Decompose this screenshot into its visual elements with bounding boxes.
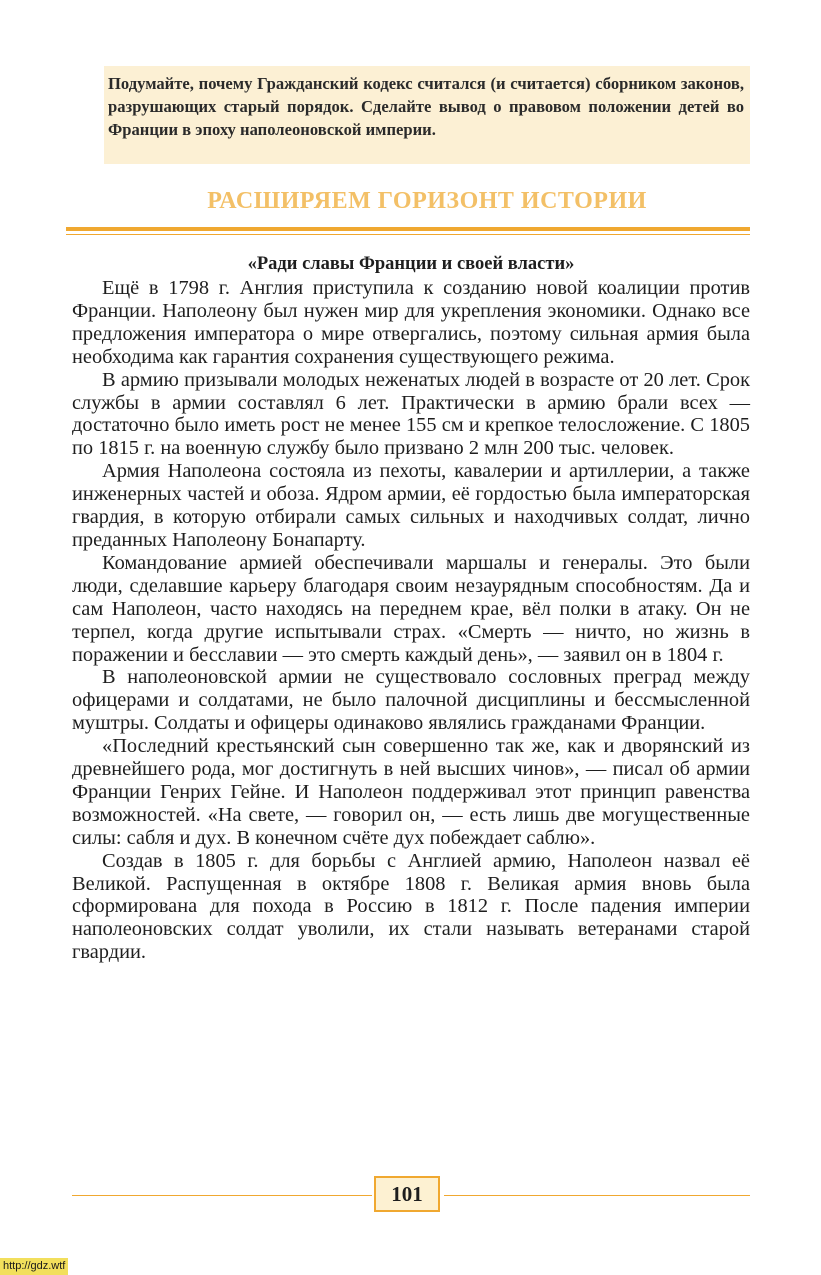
- paragraph: Командование армией обеспечивали маршалы и генералы. Это были люди, сделавшие карьеру благодаря своим незаурядным способностям. Да и сам Наполеон, часто находясь на переднем крае, вёл полки в атаку. Он не терпел, когда другие испытывали страх. «Смерть — ничто, но жизнь в поражении и бесславии — это смерть каждый день», — заявил он в 1804 г.: [72, 551, 750, 666]
- heading-rule-thick: [66, 227, 750, 231]
- paragraph: В армию призывали молодых неженатых людей в возрасте от 20 лет. Срок службы в армии составлял 6 лет. Практически в армию брали всех — достаточно было иметь рост не менее 155 см и крепкое телосложение. С 1805 по 1815 г. на военную службу было призвано 2 млн 200 тыс. человек.: [72, 368, 750, 460]
- paragraph: Ещё в 1798 г. Англия приступила к созданию новой коалиции против Франции. Наполеону был нужен мир для укрепления экономики. Однако все предложения императора о мире отвергались, поэтому сильная армия была необходима как гарантия сохранения существующего режима.: [72, 277, 750, 368]
- page-number: 101: [374, 1176, 440, 1212]
- article-body: [72, 277, 750, 964]
- paragraph: «Последний крестьянский сын совершенно так же, как и дворянский из древнейшего рода, мог достигнуть в ней высших чинов», — писал об армии Франции Генрих Гейне. И Наполеон поддерживал этот принцип равенства возможностей. «На свете, — говорил он, — есть лишь две могущественные силы: сабля и дух. В конечном счёте дух побеждает саблю».: [72, 735, 750, 849]
- paragraph: В наполеоновской армии не существовало сословных преград между офицерами и солдатами, не было палочной дисциплины и бессмысленной муштры. Солдаты и офицеры одинаково являлись гражданами Франции.: [72, 666, 750, 735]
- heading-rule-thin: [66, 234, 750, 235]
- footer-rule-right: [444, 1195, 750, 1196]
- section-heading: РАСШИРЯЕМ ГОРИЗОНТ ИСТОРИИ: [207, 188, 647, 214]
- footer-rule-left: [72, 1195, 372, 1196]
- task-box: [104, 66, 750, 164]
- paragraph: Создав в 1805 г. для борьбы с Англией армию, Наполеон назвал её Великой. Распущенная в октябре 1808 г. Великая армия вновь была сформирована для похода в Россию в 1812 г. После падения империи наполеоновских солдат уволили, их стали называть ветеранами старой гвардии.: [72, 849, 750, 964]
- watermark-link[interactable]: http://gdz.wtf: [0, 1258, 68, 1275]
- task-text: Подумайте, почему Гражданский кодекс считался (и считается) сборником законов, разрушающих старый порядок. Сделайте вывод о правовом положении детей во Франции в эпоху наполеоновской империи.: [108, 74, 744, 139]
- paragraph: Армия Наполеона состояла из пехоты, кавалерии и артиллерии, а также инженерных частей и обоза. Ядром армии, её гордостью была императорская гвардия, в которую отбирали самых сильных и находчивых солдат, лично преданных Наполеону Бонапарту.: [72, 460, 750, 551]
- article-title: «Ради славы Франции и своей власти»: [247, 254, 575, 274]
